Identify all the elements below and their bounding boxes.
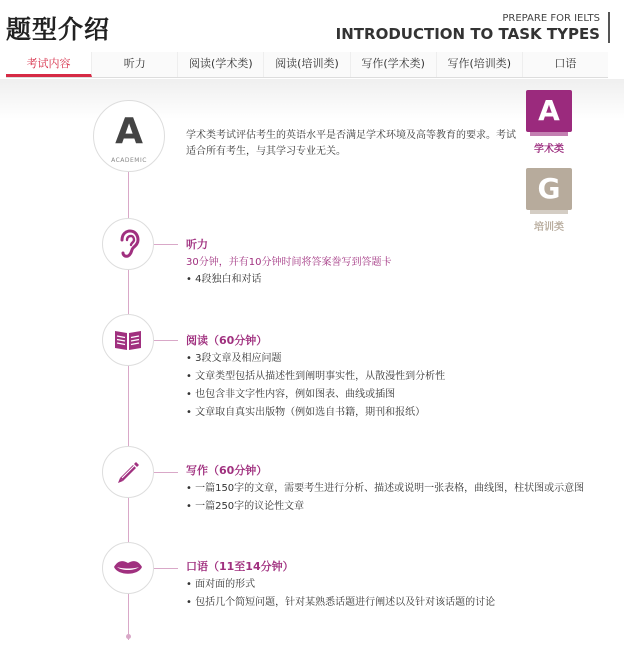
section-listening (186, 236, 391, 289)
subtitle-big: INTRODUCTION TO TASK TYPES (335, 25, 600, 43)
academic-letter: A (115, 111, 143, 152)
reading-item: • 文章取自真实出版物（例如选自书籍，期刊和报纸） (186, 407, 426, 418)
page-header (0, 0, 624, 50)
writing-item: • 一篇150字的文章，需要考生进行分析、描述或说明一张表格，曲线图，柱状图或示意图 (186, 483, 585, 494)
reading-connector (154, 340, 178, 341)
writing-item: • 一篇250字的议论性文章 (186, 501, 305, 512)
listening-note: 30分钟，并有10分钟时间将答案誊写到答题卡 (186, 257, 392, 268)
academic-circle (93, 100, 165, 172)
listening-title: 听力 (186, 238, 208, 251)
badge-general[interactable] (526, 168, 572, 233)
badge-academic-letter: A (526, 90, 572, 132)
academic-intro: 学术类考试评估考生的英语水平是否满足学术环境及高等教育的要求。考试适合所有考生，与其学习专业无关。 (186, 130, 516, 157)
tab-writing-academic[interactable]: 写作(学术类) (351, 52, 437, 77)
badge-academic-label: 学术类 (534, 144, 564, 155)
book-icon (113, 328, 143, 352)
tab-exam-content[interactable]: 考试内容 (6, 52, 92, 77)
subtitle-small: PREPARE FOR IELTS (502, 13, 600, 24)
writing-circle (102, 446, 154, 498)
writing-connector (154, 472, 178, 473)
reading-item: • 也包含非文字性内容，例如图表、曲线或插图 (186, 389, 396, 400)
page-title: 题型介绍 (6, 15, 111, 44)
reading-item: • 3段文章及相应问题 (186, 353, 282, 364)
writing-title: 写作（60分钟） (186, 464, 268, 477)
speaking-circle (102, 542, 154, 594)
listening-connector (154, 244, 178, 245)
speaking-title: 口语（11至14分钟） (186, 560, 294, 573)
academic-label: ACADEMIC (111, 157, 147, 164)
header-subtitle (336, 12, 610, 43)
tab-reading-general[interactable]: 阅读(培训类) (264, 52, 350, 77)
section-writing (186, 462, 584, 516)
tab-writing-general[interactable]: 写作(培训类) (437, 52, 523, 77)
lips-icon (112, 558, 144, 578)
tab-reading-academic[interactable]: 阅读(学术类) (178, 52, 264, 77)
listening-item: • 4段独白和对话 (186, 274, 262, 285)
reading-item: • 文章类型包括从描述性到阐明事实性，从散漫性到分析性 (186, 371, 446, 382)
ear-icon (115, 229, 141, 259)
section-speaking (186, 558, 495, 612)
tab-bar (6, 52, 608, 78)
reading-title: 阅读（60分钟） (186, 334, 268, 347)
listening-circle (102, 218, 154, 270)
speaking-connector (154, 568, 178, 569)
badge-academic[interactable] (526, 90, 572, 155)
tab-speaking[interactable]: 口语 (523, 52, 608, 77)
speaking-item: • 包括几个简短问题，针对某熟悉话题进行阐述以及针对该话题的讨论 (186, 597, 496, 608)
reading-circle (102, 314, 154, 366)
pencil-icon (115, 459, 141, 485)
badge-general-letter: G (526, 168, 572, 210)
badge-general-label: 培训类 (534, 222, 564, 233)
timeline-end-dot (126, 634, 131, 639)
section-reading (186, 332, 445, 422)
tab-listening[interactable]: 听力 (92, 52, 178, 77)
speaking-item: • 面对面的形式 (186, 579, 256, 590)
